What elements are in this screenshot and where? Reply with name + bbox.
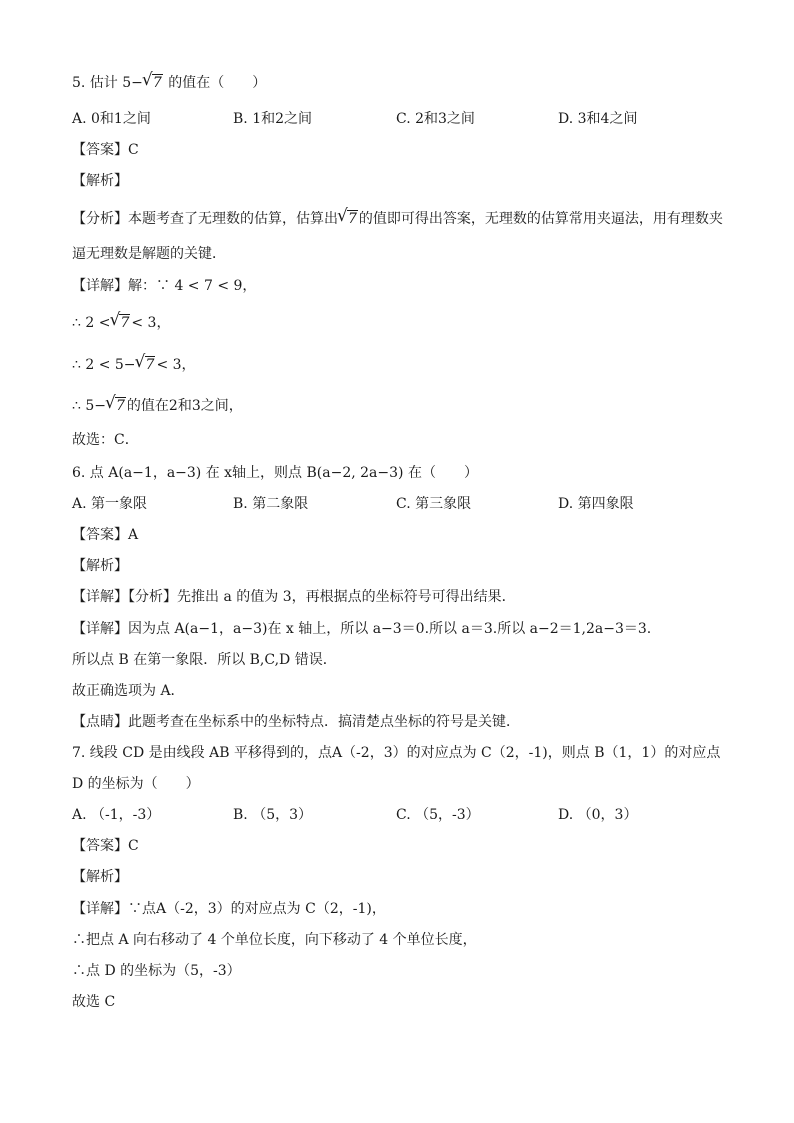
q6-answer: 【答案】A xyxy=(72,527,139,543)
q7-stem-line2: D 的坐标为（ ） xyxy=(72,776,200,792)
q6-analysis-label: 【解析】 xyxy=(72,558,128,574)
q7-answer: 【答案】C xyxy=(72,838,139,854)
q7-option-a: A. （-1，-3） xyxy=(72,807,161,823)
q6-dianjing: 【点睛】此题考查在坐标系中的坐标特点．搞清楚点坐标的符号是关键． xyxy=(72,714,520,730)
q5-option-b: B. 1和2之间 xyxy=(233,111,313,127)
sqrt-symbol: √ 7 xyxy=(111,313,130,333)
q6-option-c: C. 第三象限 xyxy=(396,496,472,512)
q5-fenxi-line2: 逼无理数是解题的关键． xyxy=(72,246,226,262)
q5-detail: 【详解】解：∵ 4 < 7 < 9， xyxy=(72,278,257,294)
q5-step1: ∴ 2 <√ 7 < 3， xyxy=(72,313,170,333)
q5-answer: 【答案】C xyxy=(72,142,139,158)
q5-choose: 故选：C． xyxy=(72,432,139,448)
q5-fenxi: 【分析】本题考查了无理数的估算，估算出√ 7 的值即可得出答案，无理数的估算常用夹逼法，用有理数夹 xyxy=(72,209,723,229)
q7-option-b: B. （5，3） xyxy=(233,807,313,823)
sqrt-symbol: √ 7 xyxy=(107,396,126,416)
q7-analysis-label: 【解析】 xyxy=(72,869,128,885)
q7-stem: 7. 线段 CD 是由线段 AB 平移得到的，点A（-2，3）的对应点为 C（2，-1)，则点 B（1，1）的对应点 xyxy=(72,745,721,761)
q5-step2: ∴ 2 < 5−√ 7 < 3， xyxy=(72,355,196,375)
q6-detail-line2: 所以点 B 在第一象限．所以 B,C,D 错误． xyxy=(72,652,337,668)
q7-choose: 故选 C xyxy=(72,994,116,1010)
q5-stem: 5. 估计 5−√ 7 的值在（ ） xyxy=(72,73,266,93)
q7-detail1: 【详解】∵点A（-2，3）的对应点为 C（2，-1)， xyxy=(72,901,386,917)
q6-detail-fenxi: 【详解】【分析】先推出 a 的值为 3，再根据点的坐标符号可得出结果． xyxy=(72,589,516,605)
q6-option-d: D. 第四象限 xyxy=(558,496,634,512)
q5-step3: ∴ 5−√ 7 的值在2和3之间， xyxy=(72,396,243,416)
q6-option-a: A. 第一象限 xyxy=(72,496,148,512)
sqrt-symbol: √ 7 xyxy=(144,73,163,93)
q5-option-c: C. 2和3之间 xyxy=(396,111,475,127)
q6-conclusion: 故正确选项为 A． xyxy=(72,683,185,699)
sqrt-symbol: √ 7 xyxy=(339,209,358,229)
q6-detail: 【详解】因为点 A(a−1，a−3)在 x 轴上，所以 a−3＝0.所以 a＝3.所以 a−2＝1,2a−3＝3. xyxy=(72,621,652,637)
q5-option-d: D. 3和4之间 xyxy=(558,111,638,127)
q5-option-a: A. 0和1之间 xyxy=(72,111,151,127)
sqrt-symbol: √ 7 xyxy=(137,355,156,375)
q7-detail3: ∴点 D 的坐标为（5，-3） xyxy=(72,963,241,979)
q5-analysis-label: 【解析】 xyxy=(72,173,128,189)
q6-stem: 6. 点 A(a−1，a−3) 在 x轴上，则点 B(a−2, 2a−3) 在（ ） xyxy=(72,465,478,481)
q7-option-d: D. （0，3） xyxy=(558,807,638,823)
q6-option-b: B. 第二象限 xyxy=(233,496,309,512)
q7-option-c: C. （5，-3） xyxy=(396,807,480,823)
q7-detail2: ∴把点 A 向右移动了 4 个单位长度，向下移动了 4 个单位长度， xyxy=(72,932,477,948)
